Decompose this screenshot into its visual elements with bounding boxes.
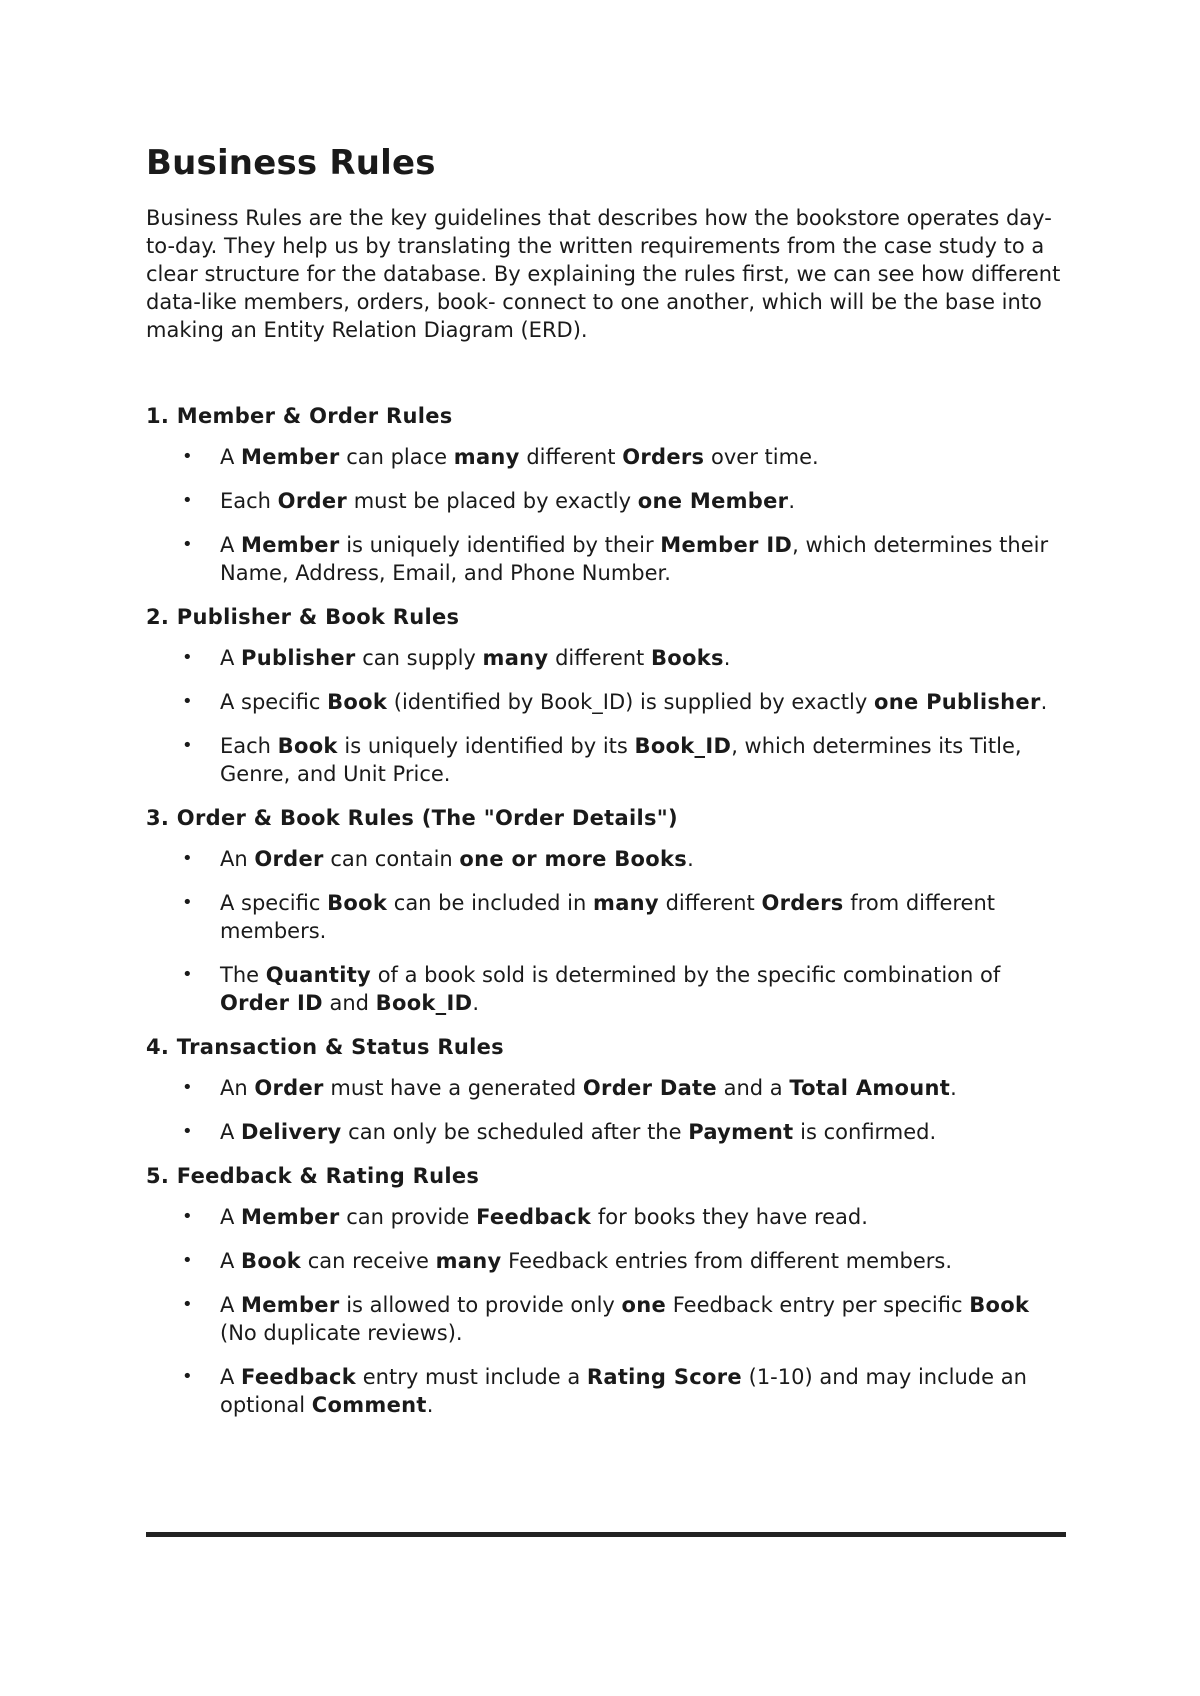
bold-term: Book — [327, 891, 388, 915]
section-heading: 2. Publisher & Book Rules — [146, 605, 460, 629]
bold-term: one Publisher — [873, 690, 1041, 714]
bullet-icon: • — [182, 892, 193, 913]
rule-list — [146, 644, 1066, 788]
bold-term: Book_ID — [634, 734, 732, 758]
document-page — [146, 140, 1066, 1435]
bold-term: Book — [969, 1293, 1030, 1317]
bold-term: Total Amount — [789, 1076, 951, 1100]
rule-item: • A specific Book can be included in many different Orders from different members. — [182, 891, 996, 943]
bold-term: Comment — [311, 1393, 427, 1417]
bullet-icon: • — [182, 534, 193, 555]
bold-term: Book_ID — [375, 991, 473, 1015]
rule-item: • A Member is uniquely identified by their Member ID, which determines their Name, Address, Email, and Phone Number. — [182, 533, 1049, 585]
bullet-icon: • — [182, 1077, 193, 1098]
rule-item: • A Member is allowed to provide only one Feedback entry per specific Book (No duplicate reviews). — [182, 1293, 1030, 1345]
rule-item: • A Publisher can supply many different Books. — [182, 646, 731, 670]
bold-term: Order — [254, 1076, 324, 1100]
bold-term: Quantity — [265, 963, 372, 987]
bold-term: Orders — [761, 891, 844, 915]
bullet-icon: • — [182, 1121, 193, 1142]
bullet-icon: • — [182, 1206, 193, 1227]
bullet-icon: • — [182, 647, 193, 668]
bullet-icon: • — [182, 446, 193, 467]
bold-term: many — [593, 891, 659, 915]
bold-term: Delivery — [241, 1120, 342, 1144]
bullet-icon: • — [182, 1366, 193, 1387]
bold-term: Member ID — [660, 533, 793, 557]
bold-term: Publisher — [241, 646, 356, 670]
bold-term: Feedback — [241, 1365, 357, 1389]
bold-term: Order ID — [220, 991, 323, 1015]
bold-term: Orders — [622, 445, 705, 469]
bullet-icon: • — [182, 735, 193, 756]
rule-item: • A Member can place many different Orders over time. — [182, 445, 819, 469]
bold-term: Member — [241, 1205, 340, 1229]
section-heading: 3. Order & Book Rules (The "Order Details") — [146, 806, 678, 830]
bold-term: many — [482, 646, 549, 670]
bullet-icon: • — [182, 848, 193, 869]
section-heading: 5. Feedback & Rating Rules — [146, 1164, 480, 1188]
rule-item: • An Order must have a generated Order Date and a Total Amount. — [182, 1076, 957, 1100]
bold-term: many — [435, 1249, 502, 1273]
bold-term: Book — [241, 1249, 302, 1273]
bold-term: Books — [650, 646, 724, 670]
rule-item: • A Member can provide Feedback for books they have read. — [182, 1205, 868, 1229]
rule-item: • An Order can contain one or more Books. — [182, 847, 694, 871]
bold-term: Order Date — [582, 1076, 717, 1100]
bold-term: Feedback — [476, 1205, 592, 1229]
rule-item: • A Delivery can only be scheduled after the Payment is confirmed. — [182, 1120, 937, 1144]
bold-term: Rating Score — [586, 1365, 742, 1389]
rule-list — [146, 1074, 1066, 1146]
bold-term: Order — [254, 847, 324, 871]
bold-term: Order — [277, 489, 348, 513]
bullet-icon: • — [182, 1250, 193, 1271]
bullet-icon: • — [182, 1294, 193, 1315]
bold-term: Book — [277, 734, 338, 758]
bullet-icon: • — [182, 490, 193, 511]
bold-term: Payment — [688, 1120, 794, 1144]
bold-term: one or more Books — [459, 847, 688, 871]
rule-item: • Each Book is uniquely identified by its Book_ID, which determines its Title, Genre, and Unit Price. — [182, 734, 1022, 786]
rule-item: • A Feedback entry must include a Rating Score (1-10) and may include an optional Comment. — [182, 1365, 1027, 1417]
intro-paragraph: Business Rules are the key guidelines that describes how the bookstore operates day-to-day. They help us by translating the written requirements from the case study to a clear structure for the database. By explaining the rules first, we can see how different data-like members, orders, book- connect to one another, which will be the base into making an Entity Relation Diagram (ERD). — [146, 206, 1061, 342]
bold-term: Member — [241, 533, 340, 557]
rule-list — [146, 845, 1066, 1017]
bold-term: Member — [241, 445, 340, 469]
bullet-icon: • — [182, 691, 193, 712]
section-heading: 1. Member & Order Rules — [146, 404, 453, 428]
rule-item: • The Quantity of a book sold is determined by the specific combination of Order ID and Book_ID. — [182, 963, 1001, 1015]
bold-term: Member — [241, 1293, 340, 1317]
rule-item: • A Book can receive many Feedback entries from different members. — [182, 1249, 953, 1273]
rule-item: • Each Order must be placed by exactly one Member. — [182, 489, 796, 513]
page-title: Business Rules — [146, 143, 436, 183]
bullet-icon: • — [182, 964, 193, 985]
rule-list — [146, 443, 1066, 587]
rule-item: • A specific Book (identified by Book_ID) is supplied by exactly one Publisher. — [182, 690, 1048, 714]
rule-sections — [146, 402, 1066, 1419]
horizontal-rule — [146, 1532, 1066, 1537]
bold-term: Book — [327, 690, 388, 714]
rule-list — [146, 1203, 1066, 1419]
bold-term: many — [453, 445, 520, 469]
section-heading: 4. Transaction & Status Rules — [146, 1035, 504, 1059]
bold-term: one Member — [637, 489, 789, 513]
bold-term: one — [621, 1293, 667, 1317]
